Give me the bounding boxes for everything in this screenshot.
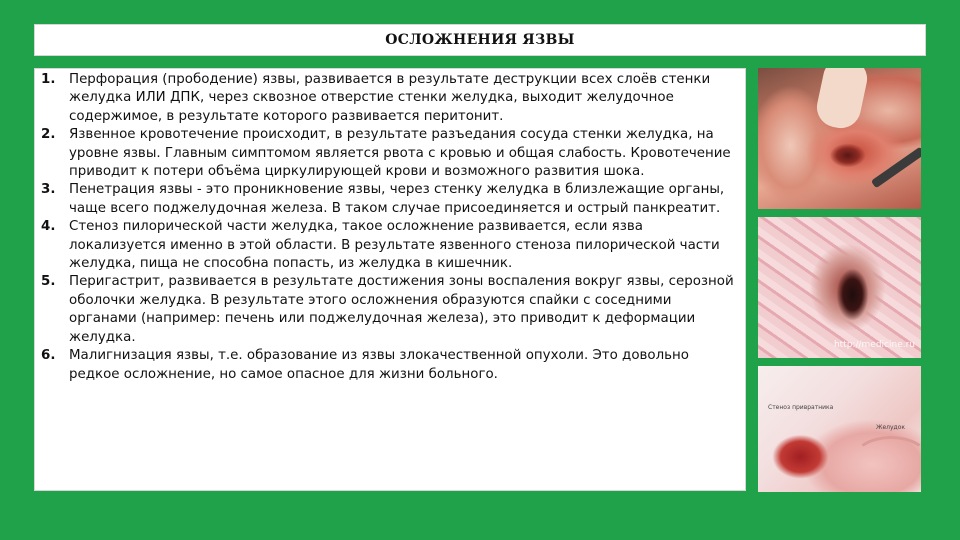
item-number: 1. [41,72,56,87]
item-number: 6. [41,348,56,364]
list-item [41,71,735,126]
item-text: Язвенное кровотечение происходит, в результате разъедания сосуда стенки желудка, на уровне язвы. Главным симптомом является рвота с кровью и общая слабость. Кровотечение приводит к потери объёма циркулирующей крови и возможного развития шока. [69,127,731,180]
surgical-instrument [871,147,921,189]
item-number: 3. [41,182,56,198]
list-item [41,347,735,384]
stomach-stenosis-illustration [758,366,921,492]
item-number: 5. [41,274,56,290]
item-text: Пенетрация язвы - это проникновение язвы, через стенку желудка в близлежащие органы, чаще всего поджелудочная железа. В таком случае присоединяется и острый панкреатит. [69,182,725,216]
title-box [34,24,926,56]
list-item [41,218,735,273]
page-title: ОСЛОЖНЕНИЯ ЯЗВЫ [385,32,575,48]
list-item [41,181,735,218]
illustration-label-right: Желудок [876,424,905,431]
list-item [41,273,735,347]
gloved-hand [813,68,871,132]
item-text: Малигнизация язвы, т.е. образование из язвы злокачественной опухоли. Это довольно редкое осложнение, но самое опасное для жизни больного. [69,348,689,382]
ulcer-bleeding-photo [758,217,921,358]
item-text: Стеноз пилорической части желудка, такое осложнение развивается, если язва локализуется именно в этой области. В результате язвенного стеноза пилорической части желудка, пища не способна попасть, из желудка в кишечник. [69,219,720,272]
surgery-photo [758,68,921,209]
item-number: 2. [41,127,56,143]
item-text: Перигастрит, развивается в результате достижения зоны воспаления вокруг язвы, серозной оболочки желудка. В результате этого осложнения образуются спайки с соседними органами (например: печень или поджелудочная железа), это приводит к деформации желудка. [69,274,734,345]
complications-list-panel [34,68,746,491]
item-number: 4. [41,219,56,235]
list-item [41,126,735,181]
item-text: Перфорация (прободение) язвы, развивается в результате деструкции всех слоёв стенки желудка ИЛИ ДПК, через сквозное отверстие стенки желудка, выходит желудочное содержимое, в результате которого развивается перитонит. [69,72,711,124]
intestine-fold [853,436,921,482]
complications-list [41,71,735,384]
photo-watermark: http://medicine.ru [833,340,915,350]
illustration-label-left: Стеноз привратника [768,404,834,411]
